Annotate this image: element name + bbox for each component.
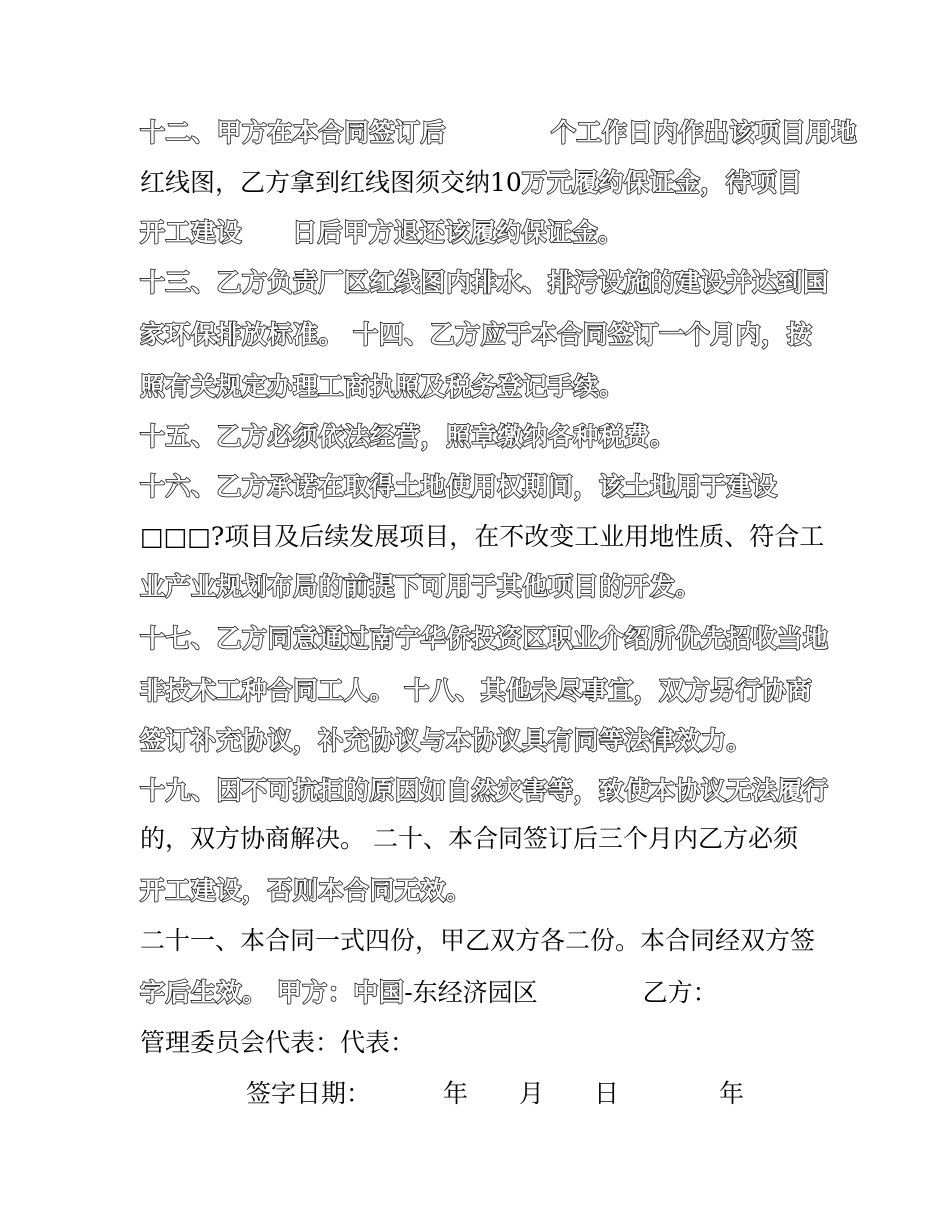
clause-19-20-line: 的，双方协商解决。 二十、本合同签订后三个月内乙方必须: [140, 824, 798, 853]
clause-12-text-e: 开工建设: [140, 218, 243, 247]
party-a-name: -东经济园区: [404, 978, 538, 1007]
clause-12-text-f: 日后甲方退还该履约保证金。: [292, 218, 624, 247]
clause-12-line-2: [140, 166, 820, 200]
clause-12-text-a: 十二、甲方在本合同签订后: [140, 118, 447, 147]
clause-13-line-1: 十三、乙方负责厂区红线图内排水、排污设施的建设并达到国: [140, 268, 829, 297]
clause-15-line: 十五、乙方必须依法经营，照章缴纳各种税费。: [140, 422, 676, 451]
sign-day-a: 日: [594, 1079, 620, 1108]
sign-year-a: 年: [443, 1079, 469, 1108]
clause-16-line-2: □□□?项目及后续发展项目，在不改变工业用地性质、符合工: [140, 522, 825, 551]
clause-19-line-1: 十九、因不可抗拒的原因如自然灾害等，致使本协议无法履行: [140, 776, 829, 805]
clause-18-line-2: 签订补充协议，补充协议与本协议具有同等法律效力。: [140, 726, 753, 755]
clause-16-line-3: 业产业规划布局的前提下可用于其他项目的开发。: [140, 572, 702, 601]
sign-date-label: 签字日期：: [246, 1079, 372, 1108]
deposit-amount: 10: [490, 168, 522, 197]
clause-12-line-1: [140, 116, 858, 150]
clause-16-line-1: 十六、乙方承诺在取得土地使用权期间，该土地用于建设: [140, 472, 778, 501]
representative-line: 管理委员会代表：代表：: [140, 1028, 416, 1057]
party-line: [140, 976, 820, 1010]
clause-21-line-1: 二十一、本合同一式四份，甲乙双方各二份。本合同经双方签: [140, 926, 816, 955]
clause-12-text-d: 万元履约保证金，待项目: [521, 168, 803, 197]
clause-12-line-3: [140, 216, 820, 250]
clause-12-text-c: 红线图，乙方拿到红线图须交纳: [140, 168, 491, 197]
sign-year-b: 年: [719, 1079, 745, 1108]
clause-14-line-2: 照有关规定办理工商执照及税务登记手续。: [140, 372, 625, 401]
clause-13-14-line: 家环保排放标准。 十四、乙方应于本合同签订一个月内，按: [140, 320, 813, 349]
clause-17-18-line: 非技术工种合同工人。 十八、其他未尽事宜，双方另行协商: [140, 676, 813, 705]
party-b-label: 乙方：: [642, 978, 718, 1007]
clause-17-line-1: 十七、乙方同意通过南宁华侨投资区职业介绍所优先招收当地: [140, 624, 829, 653]
sign-month-a: 月: [519, 1079, 545, 1108]
clause-12-text-b: 个工作日内作出该项目用地: [551, 118, 858, 147]
party-a-label: 字后生效。 甲方：中国: [140, 978, 405, 1007]
clause-20-line-2: 开工建设，否则本合同无效。: [140, 876, 472, 905]
